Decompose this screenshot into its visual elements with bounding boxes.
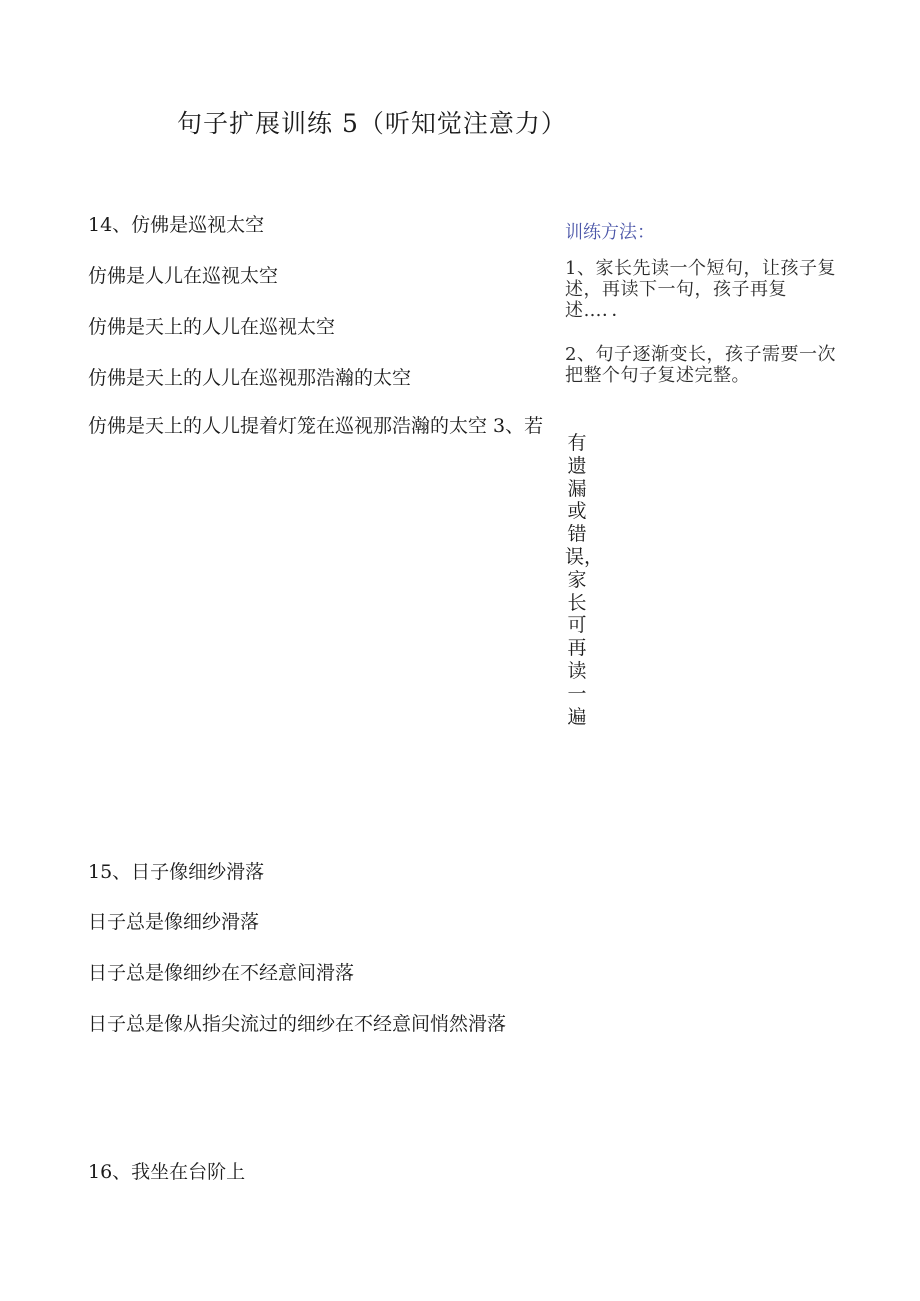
- training-step-1: 1、家长先读一个短句，让孩子复 述，再读下一句，孩子再复述…．．: [565, 258, 836, 321]
- page-title: 句子扩展训练 5（听知觉注意力）: [177, 109, 567, 138]
- sentence-line: 日子总是像细纱滑落: [88, 911, 260, 933]
- sentence-line: 仿佛是人儿在巡视太空: [88, 265, 279, 287]
- vertical-note: 有遗漏或错误，家长可再读一遍: [565, 432, 604, 728]
- training-method-heading: 训练方法：: [565, 222, 655, 243]
- sentence-line: 仿佛是天上的人儿提着灯笼在巡视那浩瀚的太空 3、若: [88, 415, 544, 437]
- sentence-line: 15、日子像细纱滑落: [88, 861, 265, 883]
- sentence-line: 14、仿佛是巡视太空: [88, 214, 265, 236]
- sentence-line: 日子总是像细纱在不经意间滑落: [88, 962, 355, 984]
- sentence-line: 仿佛是天上的人儿在巡视太空: [88, 316, 336, 338]
- sentence-line: 16、我坐在台阶上: [88, 1161, 246, 1183]
- sentence-line: 日子总是像从指尖流过的细纱在不经意间悄然滑落: [88, 1013, 507, 1035]
- training-step-2: 2、句子逐渐变长，孩子需要一次 把整个句子复述完整。: [565, 344, 836, 386]
- sentence-line: 仿佛是天上的人儿在巡视那浩瀚的太空: [88, 367, 412, 389]
- training-method-box: [565, 218, 845, 386]
